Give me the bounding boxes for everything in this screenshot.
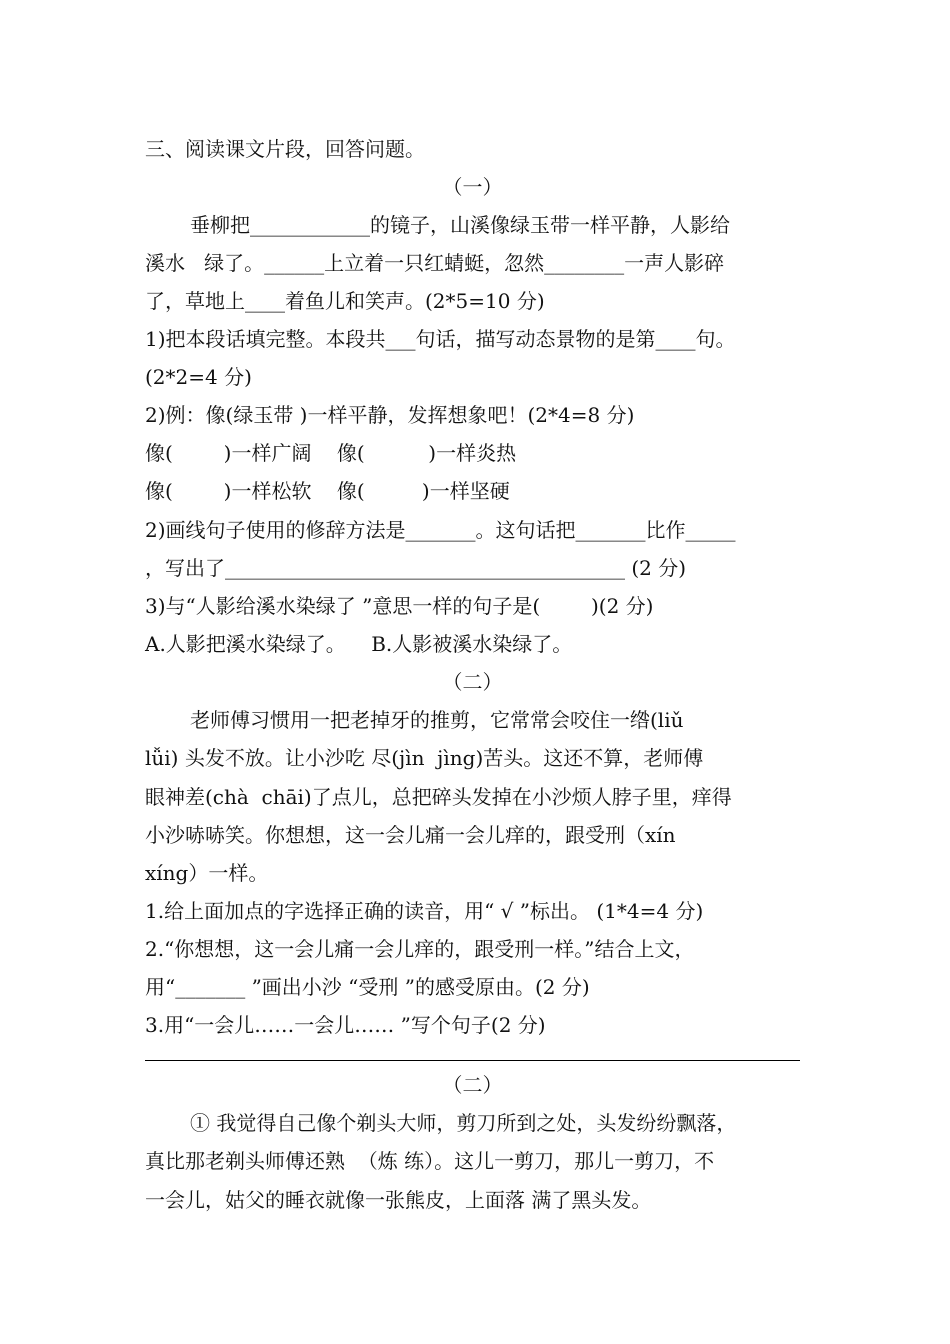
- question-line: 1)把本段话填完整。本段共___句话，描写动态景物的是第____句。: [145, 327, 736, 351]
- part1-line: 垂柳把____________的镜子，山溪像绿玉带一样平静，人影给: [190, 213, 730, 237]
- question-line: 3)与“人影给溪水染绿了 ”意思一样的句子是( )(2 分): [145, 594, 654, 618]
- section-title: 三、阅读课文片段，回答问题。: [145, 137, 425, 161]
- question-line: 2)例：像(绿玉带 )一样平静，发挥想象吧！(2*4=8 分): [145, 403, 635, 427]
- part1-heading: （一）: [442, 175, 503, 199]
- part2-line: 眼神差(chà chāi)了点儿，总把碎头发掉在小沙烦人脖子里，痒得: [145, 785, 732, 809]
- part1-line: 了，草地上____着鱼儿和笑声。(2*5=10 分): [145, 289, 545, 313]
- part2-line: 老师傅习惯用一把老掉牙的推剪，它常常会咬住一绺(liǔ: [190, 708, 684, 732]
- question-line: 2)画线句子使用的修辞方法是_______。这句话把_______比作_____: [145, 518, 736, 542]
- part2-line: xíng）一样。: [145, 861, 269, 885]
- part2-heading: （二）: [442, 670, 503, 694]
- question-line: 像( )一样广阔 像( )一样炎热: [145, 441, 517, 465]
- answer-line: [145, 1060, 800, 1061]
- part3-line: 一会儿，姑父的睡衣就像一张熊皮，上面落 满了黑头发。: [145, 1188, 652, 1212]
- part2-line: lǚi) 头发不放。让小沙吃 尽(jìn jìng)苦头。这还不算，老师傅: [145, 746, 704, 770]
- question-line: 像( )一样松软 像( )一样坚硬: [145, 479, 510, 503]
- part2-line: 小沙哧哧笑。你想想，这一会儿痛一会儿痒的，跟受刑（xín: [145, 823, 676, 847]
- part3-heading: （二）: [442, 1073, 503, 1097]
- question-line: A.人影把溪水染绿了。 B.人影被溪水染绿了。: [145, 632, 573, 656]
- question-line: ，写出了________________________________________ (2 分): [145, 556, 687, 580]
- part1-line: 溪水 绿了。______上立着一只红蜻蜓，忽然________一声人影碎: [145, 251, 725, 275]
- question-line: 3.用“一会儿……一会儿…… ”写个句子(2 分): [145, 1013, 546, 1037]
- part3-line: ① 我觉得自己像个剃头大师，剪刀所到之处，头发纷纷飘落，: [190, 1111, 737, 1135]
- question-line: 1.给上面加点的字选择正确的读音，用“ √ ”标出。 (1*4=4 分): [145, 899, 704, 923]
- question-line: (2*2=4 分): [145, 365, 252, 389]
- question-line: 用“_______ ”画出小沙 “受刑 ”的感受原由。(2 分): [145, 975, 590, 999]
- part3-line: 真比那老剃头师傅还熟 （炼 练）。这儿一剪刀，那儿一剪刀，不: [145, 1149, 715, 1173]
- question-line: 2.“你想想，这一会儿痛一会儿痒的，跟受刑一样。”结合上文，: [145, 937, 695, 961]
